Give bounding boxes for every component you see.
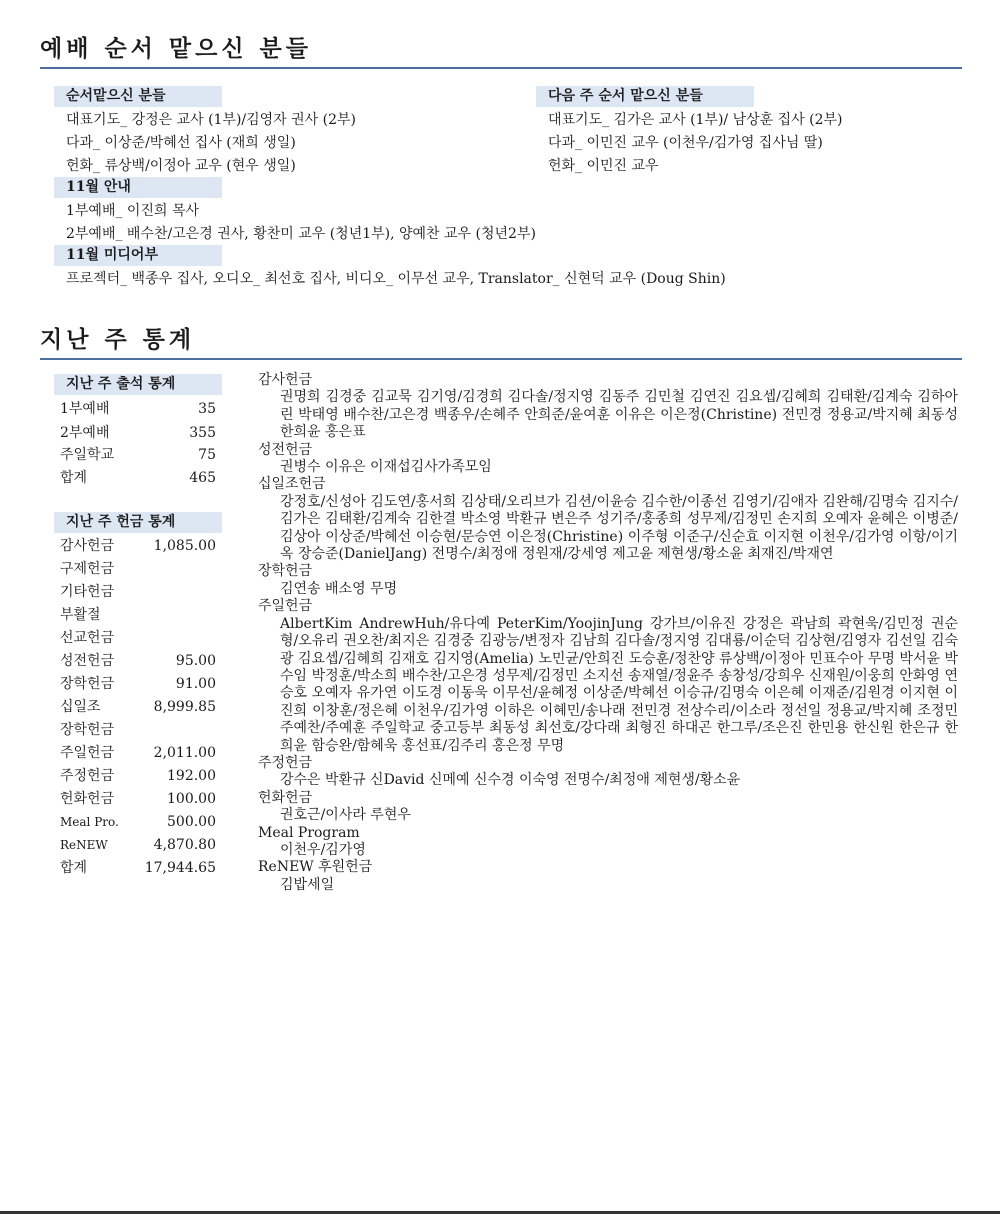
header-current-roles: 순서맡으신 분들 xyxy=(54,86,222,107)
donor-lists xyxy=(258,372,958,894)
next-role-prayer: 대표기도_ 김가은 교사 (1부)/ 남상훈 집사 (2부) xyxy=(548,112,843,128)
attendance-value: 35 xyxy=(198,401,216,417)
donor-category: 장학헌금 xyxy=(258,563,313,580)
current-role-refreshment: 다과_ 이상준/박혜선 집사 (재희 생일) xyxy=(66,135,296,151)
offering-value: 192.00 xyxy=(167,768,216,784)
offering-label: 구제헌금 xyxy=(60,561,115,577)
offering-total-value: 17,944.65 xyxy=(144,860,216,876)
offering-label: 감사헌금 xyxy=(60,538,115,554)
attendance-label: 2부예배 xyxy=(60,425,110,441)
section-title-service-roles: 예배 순서 맡으신 분들 xyxy=(40,34,962,69)
donor-names: 강정호/신성아 김도연/홍서희 김상태/오리브가 김션/이윤승 김수한/이종선 김영기/김애자 김완해/김명숙 김지수/김가은 김태환/김계숙 김한결 박소영 박환규 변은주 성기주/홍종희 성무제/김정민 손지희 오예자 윤혜은 이병준/김상아 이상준/박혜선 이승현/문승연 이은정(Christine) 이주형 이준구/신순효 이지현 이천우/김가영 이항/이기옥 장승준(DanielJang) 전명수/최정애 정원재/강세영 제고윤 제현생/황소윤 최재진/박재연 xyxy=(280,493,958,563)
donor-names: 권호근/이사라 루현우 xyxy=(280,807,411,824)
offering-label: 십일조 xyxy=(60,699,101,715)
attendance-total-value: 465 xyxy=(189,470,216,486)
attendance-total-label: 합계 xyxy=(60,470,88,486)
offering-label: ReNEW xyxy=(60,838,108,852)
next-role-flowers: 헌화_ 이민진 교우 xyxy=(548,158,659,174)
donor-names: AlbertKim AndrewHuh/유다예 PeterKim/YoojinJung 강가브/이유진 강정은 곽남희 곽현욱/김민정 권순형/오유리 권오찬/최지은 김경중 김광능/변정자 김남희 김다솔/정지영 김대룡/이순덕 김상현/김영자 김선일 김숙광 김요셉/김혜희 김재호 김지영(Amelia) 노민균/안희진 도승훈/정찬양 류상백/이정아 민표수아 무명 박서윤 박수임 박정훈/박소희 배수찬/고은경 성무제/김정민 소지선 송재열/정윤주 송창성/강희우 신재원/이웅희 안화영 연승호 오예자 유가연 이도경 이동욱 이무선/윤혜정 이상준/박혜선 이승규/김명숙 이은혜 이재준/김원경 이지현 이진희 이창훈/정은혜 이천우/김가영 이하은 이혜민/송나래 전민경 전상수리/이소라 정선일 정용교/박지혜 조정민 주예찬/주예훈 주일학교 중고등부 최동성 최선호/강다래 최형진 하대곤 한그루/조은진 한민용 한신원 한은규 한희윤 함승완/함혜욱 홍선표/김주리 홍은정 무명 xyxy=(280,615,958,754)
donor-names: 김밥세일 xyxy=(280,876,335,893)
offering-value: 95.00 xyxy=(175,653,216,669)
offering-label: 성전헌금 xyxy=(60,653,115,669)
offering-value: 1,085.00 xyxy=(153,538,216,554)
donor-names: 이천우/김가영 xyxy=(280,841,366,858)
header-offering-stats: 지난 주 헌금 통계 xyxy=(54,512,222,533)
attendance-label: 주일학교 xyxy=(60,447,115,463)
header-november-info: 11월 안내 xyxy=(54,177,222,198)
offering-value: 2,011.00 xyxy=(153,745,216,761)
donor-category: 주일헌금 xyxy=(258,598,313,615)
offering-total-label: 합계 xyxy=(60,860,88,876)
offering-label: 부활절 xyxy=(60,607,101,623)
donor-names: 권병수 이유은 이재섭김사가족모임 xyxy=(280,459,492,476)
donor-names: 권명희 김경중 김교묵 김기영/김경희 김다솔/정지영 김동주 김민철 김연진 김요셉/김혜희 김태환/김계숙 김하아린 박태영 배수찬/고은경 백종우/손혜주 안희준/윤여훈 이유은 이은정(Christine) 전민경 정용교/박지혜 최동성 한희윤 홍은표 xyxy=(280,389,958,441)
header-attendance-stats: 지난 주 출석 통계 xyxy=(54,374,222,395)
donor-names: 김연송 배소영 무명 xyxy=(280,580,398,597)
page-bottom-rule xyxy=(0,1211,1000,1214)
donor-names: 강수은 박환규 신David 신메예 신수경 이숙영 전명수/최정애 제현생/황소윤 xyxy=(280,772,741,789)
donor-category: 십일조헌금 xyxy=(258,476,326,493)
donor-category: 헌화헌금 xyxy=(258,789,313,806)
offering-label: 선교헌금 xyxy=(60,630,115,646)
donor-category: ReNEW 후원헌금 xyxy=(258,859,373,876)
november-second-service: 2부예배_ 배수찬/고은경 권사, 황찬미 교우 (청년1부), 양예찬 교우 (청년2부) xyxy=(66,226,536,242)
current-role-prayer: 대표기도_ 강정은 교사 (1부)/김영자 권사 (2부) xyxy=(66,112,357,128)
november-first-service: 1부예배_ 이진희 목사 xyxy=(66,203,199,219)
donor-category: 성전헌금 xyxy=(258,441,313,458)
next-role-refreshment: 다과_ 이민진 교우 (이천우/김가영 집사님 딸) xyxy=(548,135,823,151)
donor-category: 감사헌금 xyxy=(258,372,313,388)
header-next-week-roles: 다음 주 순서 맡으신 분들 xyxy=(536,86,754,107)
donor-category: 주정헌금 xyxy=(258,754,313,771)
offering-label: 장학헌금 xyxy=(60,676,115,692)
offering-value: 4,870.80 xyxy=(153,837,216,853)
media-team-line: 프로젝터_ 백종우 집사, 오디오_ 최선호 집사, 비디오_ 이무선 교우, Translator_ 신현덕 교우 (Doug Shin) xyxy=(66,271,726,287)
offering-label: 주정헌금 xyxy=(60,768,115,784)
offering-label: Meal Pro. xyxy=(60,815,119,829)
offering-value: 8,999.85 xyxy=(153,699,216,715)
offering-label: 장학헌금 xyxy=(60,722,115,738)
offering-value: 100.00 xyxy=(167,791,216,807)
section-title-last-week-stats: 지난 주 통계 xyxy=(40,325,962,360)
offering-label: 주일헌금 xyxy=(60,745,115,761)
donor-category: Meal Program xyxy=(258,824,360,841)
current-role-flowers: 헌화_ 류상백/이정아 교우 (현우 생일) xyxy=(66,158,296,174)
offering-label: 헌화헌금 xyxy=(60,791,115,807)
attendance-value: 75 xyxy=(198,447,216,463)
header-media-team: 11월 미디어부 xyxy=(54,245,222,266)
attendance-label: 1부예배 xyxy=(60,401,110,417)
attendance-value: 355 xyxy=(189,425,216,441)
offering-label: 기타헌금 xyxy=(60,584,115,600)
offering-value: 500.00 xyxy=(167,814,216,830)
offering-value: 91.00 xyxy=(175,676,216,692)
